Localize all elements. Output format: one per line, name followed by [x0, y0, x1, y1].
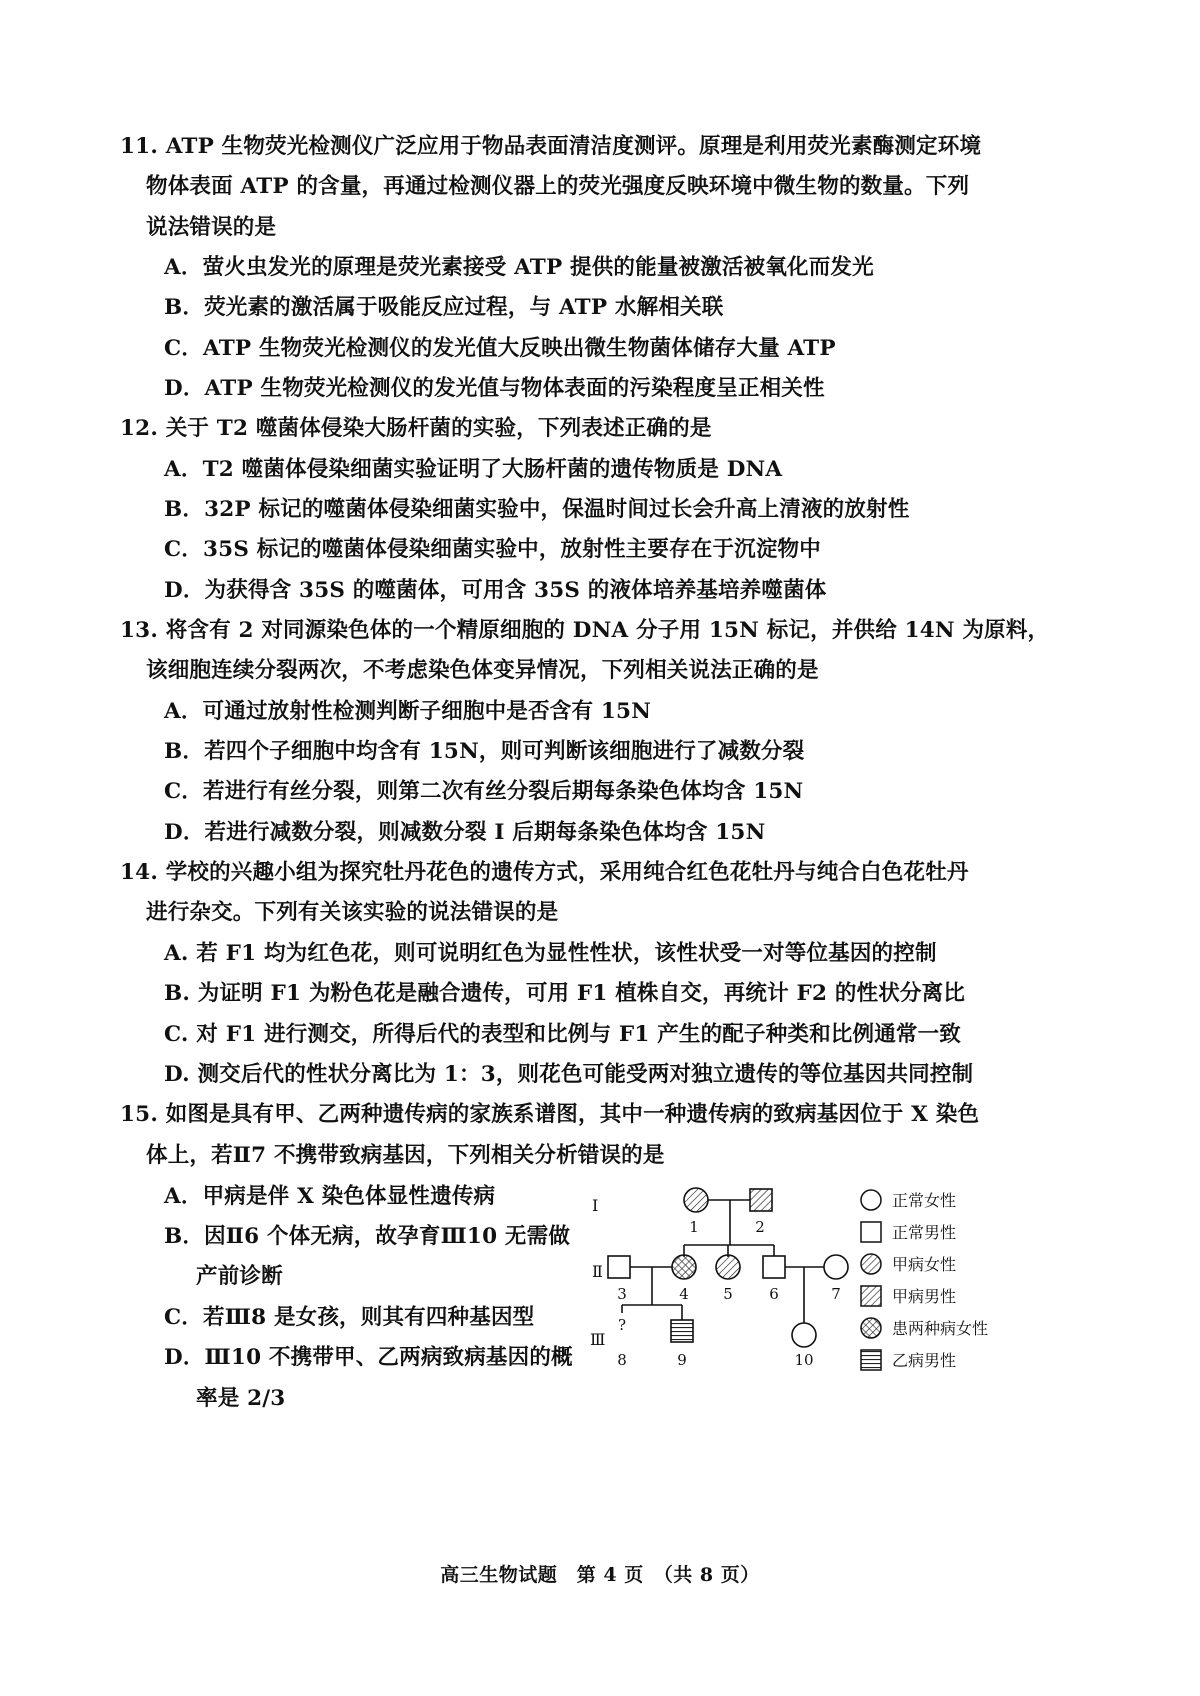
- q12-option-a: A．T2 噬菌体侵染细菌实验证明了大肠杆菌的遗传物质是 DNA: [164, 457, 783, 482]
- q11-stem-line-2: 物体表面 ATP 的含量，再通过检测仪器上的荧光强度反映环境中微生物的数量。下列: [146, 174, 970, 199]
- individual-6: [763, 1256, 785, 1278]
- number-1: 1: [689, 1218, 699, 1236]
- q13-option-c: C．若进行有丝分裂，则第二次有丝分裂后期每条染色体均含 15N: [164, 779, 804, 804]
- q14-stem-line-1: 14. 学校的兴趣小组为探究牡丹花色的遗传方式，采用纯合红色花牡丹与纯合白色花牡丹: [120, 860, 969, 885]
- q11-option-d: D．ATP 生物荧光检测仪的发光值与物体表面的污染程度呈正相关性: [164, 376, 825, 401]
- legend-both-female: 患两种病女性: [892, 1319, 989, 1338]
- q14-option-c: C. 对 F1 进行测交，所得后代的表型和比例与 F1 产生的配子种类和比例通常一致: [164, 1022, 961, 1047]
- legend-both-female-symbol: [861, 1318, 881, 1338]
- generation-label-2: Ⅱ: [592, 1262, 603, 1281]
- legend-a-male: 甲病男性: [892, 1287, 957, 1306]
- q13-option-d: D．若进行减数分裂，则减数分裂 I 后期每条染色体均含 15N: [164, 820, 766, 845]
- individual-1: [684, 1188, 708, 1212]
- number-7: 7: [831, 1285, 841, 1303]
- legend-b-male: 乙病男性: [892, 1351, 957, 1370]
- q11-option-a: A．萤火虫发光的原理是荧光素接受 ATP 提供的能量被激活被氧化而发光: [164, 255, 874, 280]
- q14-stem-line-2: 进行杂交。下列有关该实验的说法错误的是: [146, 900, 559, 925]
- individual-3: [608, 1256, 630, 1278]
- individual-5: [716, 1255, 740, 1279]
- q15-option-b-cont: 产前诊断: [196, 1264, 283, 1289]
- q15-stem-line-1: 15. 如图是具有甲、乙两种遗传病的家族系谱图，其中一种遗传病的致病基因位于 X 染色: [120, 1102, 980, 1127]
- q13-stem-line-2: 该细胞连续分裂两次，不考虑染色体变异情况，下列相关说法正确的是: [146, 658, 819, 683]
- legend-a-female-symbol: [861, 1254, 881, 1274]
- q11-stem-line-3: 说法错误的是: [146, 215, 277, 240]
- legend-b-male-symbol: [861, 1350, 881, 1370]
- legend-normal-male: 正常男性: [892, 1223, 957, 1242]
- legend-normal-female: 正常女性: [892, 1191, 957, 1210]
- q15-option-a: A．甲病是伴 X 染色体显性遗传病: [164, 1184, 496, 1209]
- q14-option-b: B. 为证明 F1 为粉色花是融合遗传，可用 F1 植株自交，再统计 F2 的性状分离比: [164, 981, 966, 1006]
- q12-option-c: C．35S 标记的噬菌体侵染细菌实验中，放射性主要存在于沉淀物中: [164, 537, 821, 562]
- q15-option-b: B．因Ⅱ6 个体无病，故孕育Ⅲ10 无需做: [164, 1224, 571, 1249]
- q11-option-c: C．ATP 生物荧光检测仪的发光值大反映出微生物菌体储存大量 ATP: [164, 336, 836, 361]
- individual-2: [750, 1189, 772, 1211]
- legend-normal-male-symbol: [861, 1222, 881, 1242]
- q11-option-b: B．荧光素的激活属于吸能反应过程，与 ATP 水解相关联: [164, 295, 724, 320]
- q15-stem-line-2: 体上，若Ⅱ7 不携带致病基因，下列相关分析错误的是: [146, 1143, 665, 1168]
- q13-stem-line-1: 13. 将含有 2 对同源染色体的一个精原细胞的 DNA 分子用 15N 标记，并供给 14N 为原料，: [120, 618, 1050, 643]
- number-4: 4: [679, 1285, 689, 1303]
- number-10: 10: [794, 1351, 814, 1369]
- pedigree-chart: [590, 1155, 1020, 1385]
- number-8: 8: [617, 1351, 627, 1369]
- individual-7: [824, 1255, 848, 1279]
- generation-label-3: Ⅲ: [590, 1330, 606, 1349]
- q13-option-a: A．可通过放射性检测判断子细胞中是否含有 15N: [164, 699, 652, 724]
- individual-4: [672, 1255, 696, 1279]
- q15-option-d: D．Ⅲ10 不携带甲、乙两病致病基因的概: [164, 1345, 573, 1370]
- pedigree-legend: [861, 1190, 881, 1370]
- legend-normal-female-symbol: [861, 1190, 881, 1210]
- q12-option-d: D．为获得含 35S 的噬菌体，可用含 35S 的液体培养基培养噬菌体: [164, 578, 827, 603]
- number-6: 6: [769, 1285, 779, 1303]
- q11-stem-line-1: 11. ATP 生物荧光检测仪广泛应用于物品表面清洁度测评。原理是利用荧光素酶测定环境: [120, 134, 982, 159]
- q14-option-d: D. 测交后代的性状分离比为 1：3，则花色可能受两对独立遗传的等位基因共同控制: [164, 1062, 974, 1087]
- individual-10: [792, 1323, 816, 1347]
- q12-option-b: B．32P 标记的噬菌体侵染细菌实验中，保温时间过长会升高上清液的放射性: [164, 497, 910, 522]
- number-3: 3: [617, 1285, 627, 1303]
- unknown-mark: ?: [617, 1316, 627, 1334]
- individual-9: [671, 1320, 693, 1342]
- generation-label-1: I: [592, 1196, 599, 1215]
- q15-option-d-cont: 率是 2/3: [196, 1386, 286, 1411]
- legend-a-male-symbol: [861, 1286, 881, 1306]
- legend-a-female: 甲病女性: [892, 1255, 957, 1274]
- number-5: 5: [723, 1285, 733, 1303]
- q14-option-a: A. 若 F1 均为红色花，则可说明红色为显性性状，该性状受一对等位基因的控制: [164, 941, 937, 966]
- q13-option-b: B．若四个子细胞中均含有 15N，则可判断该细胞进行了减数分裂: [164, 739, 805, 764]
- number-9: 9: [677, 1351, 687, 1369]
- page-footer: 高三生物试题 第 4 页 （共 8 页）: [440, 1564, 760, 1586]
- number-2: 2: [755, 1218, 765, 1236]
- q15-option-c: C．若Ⅲ8 是女孩，则其有四种基因型: [164, 1305, 535, 1330]
- q12-stem-line-1: 12. 关于 T2 噬菌体侵染大肠杆菌的实验，下列表述正确的是: [120, 416, 712, 441]
